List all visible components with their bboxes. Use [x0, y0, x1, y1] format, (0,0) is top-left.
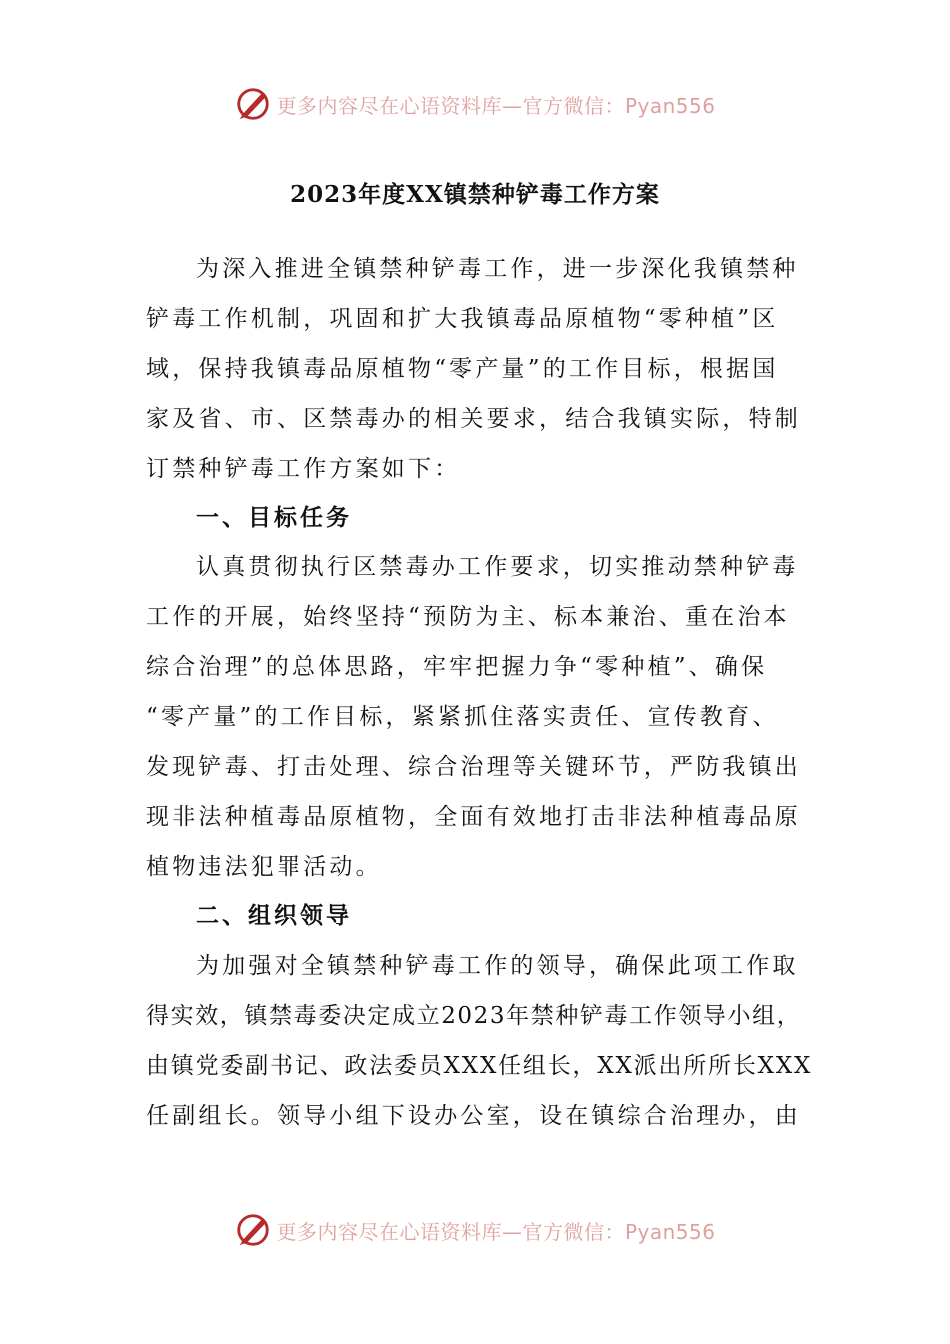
- section-heading: 一、目标任务: [196, 504, 352, 531]
- paragraph-line: 植物违法犯罪活动。: [146, 854, 382, 880]
- banner-text: 更多内容尽在心语资料库—官方微信：Pyan556: [276, 1219, 716, 1244]
- paragraph-line: 认真贯彻执行区禁毒办工作要求，切实推动禁种铲毒: [196, 554, 799, 580]
- paragraph-line: 现非法种植毒品原植物，全面有效地打击非法种植毒品原: [146, 804, 801, 830]
- paragraph-line: 综合治理”的总体思路，牢牢把握力争“零种植”、确保: [146, 654, 768, 680]
- pen-logo-icon: [234, 1211, 272, 1249]
- footer-banner: [0, 1208, 950, 1252]
- paragraph-line: 得实效，镇禁毒委决定成立2023年禁种铲毒工作领导小组，: [146, 1003, 802, 1029]
- banner-text: 更多内容尽在心语资料库—官方微信：Pyan556: [276, 93, 716, 118]
- paragraph-line: 为加强对全镇禁种铲毒工作的领导，确保此项工作取: [196, 953, 799, 979]
- paragraph-line: 发现铲毒、打击处理、综合治理等关键环节，严防我镇出: [146, 754, 801, 780]
- paragraph-line: 家及省、市、区禁毒办的相关要求，结合我镇实际，特制: [146, 406, 801, 432]
- paragraph-line: 域，保持我镇毒品原植物“零产量”的工作目标，根据国: [146, 356, 779, 382]
- paragraph-line: 订禁种铲毒工作方案如下：: [146, 456, 461, 482]
- paragraph-line: 为深入推进全镇禁种铲毒工作，进一步深化我镇禁种: [196, 256, 799, 282]
- document-title: 2023年度XX镇禁种铲毒工作方案: [290, 181, 660, 208]
- pen-logo-icon: [234, 85, 272, 123]
- paragraph-line: 工作的开展，始终坚持“预防为主、标本兼治、重在治本: [146, 604, 790, 630]
- header-banner: [0, 82, 950, 126]
- paragraph-line: 铲毒工作机制，巩固和扩大我镇毒品原植物“零种植”区: [146, 306, 779, 332]
- paragraph-line: 由镇党委副书记、政法委员XXX任组长，XX派出所所长XXX: [146, 1053, 813, 1079]
- paragraph-line: “零产量”的工作目标，紧紧抓住落实责任、宣传教育、: [146, 704, 779, 730]
- paragraph-line: 任副组长。领导小组下设办公室，设在镇综合治理办，由: [146, 1103, 801, 1129]
- section-heading: 二、组织领导: [196, 902, 352, 929]
